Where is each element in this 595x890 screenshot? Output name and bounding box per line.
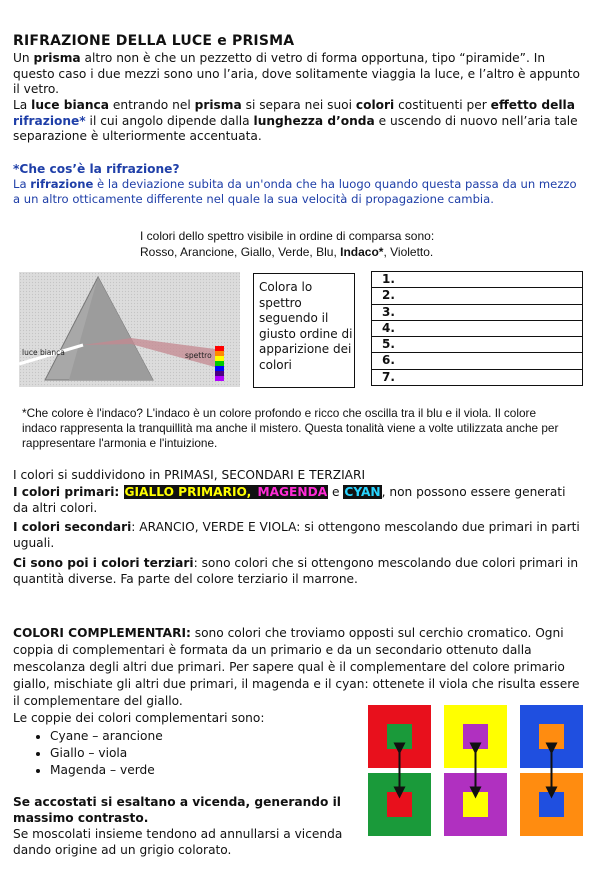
swatch-inner (387, 792, 412, 817)
spectrum-bar (215, 346, 224, 351)
exercise-instruction-box (253, 273, 355, 388)
spectrum-order (140, 228, 580, 260)
intro-paragraph-2: La luce bianca entrando nel prisma si separa nei suoi colori costituenti per effetto della rifrazione* il cui angolo dipende dalla lunghezza d’onda e uscendo di nuovo nell’aria tale separazione è ulteriormente accentuata. (13, 98, 578, 143)
pair-item: • Giallo – viola (50, 745, 163, 762)
contrast-bold: Se accostati si esaltano a vicenda, generando il massimo contrasto. (13, 795, 341, 825)
prism-label-out: spettro (185, 351, 212, 360)
exercise-row-7[interactable]: 7. (382, 369, 395, 384)
swatch-inner (463, 792, 488, 817)
spectrum-bar (215, 371, 224, 376)
colors-intro: I colori si suddividono in PRIMASI, SECONDARI E TERZIARI (13, 468, 366, 482)
primary-cyan: CYAN (344, 485, 381, 499)
tertiary-colors: Ci sono poi i colori terziari: sono colori che si ottengono mescolando due colori primari in quantità diverse. Fa parte del colore terziario il marrone. (13, 556, 579, 586)
page-title: RIFRAZIONE DELLA LUCE e PRISMA (13, 33, 295, 49)
pairs-intro: Le coppie dei colori complementari sono: (13, 711, 265, 725)
primary-yellow: GIALLO PRIMARIO, (124, 485, 256, 499)
indaco-note: *Che colore è l'indaco? L'indaco è un colore profondo e ricco che oscilla tra il blu e il viola. Il colore indaco rappresenta la tranquillità ma anche il mistero. Questa tonalità viene a volte utilizzata anche per rappresentare l'armonia e l'intuizione. (22, 406, 559, 450)
refraction-question: *Che cos’è la rifrazione? (13, 162, 180, 176)
complementary-swatches (368, 700, 583, 870)
exercise-row-2[interactable]: 2. (372, 288, 582, 304)
pair-item: • Cyane – arancione (50, 728, 163, 745)
exercise-instruction: Colora lo spettro seguendo il giusto ordine di apparizione dei colori (259, 280, 353, 372)
primary-colors: I colori primari: GIALLO PRIMARIO, MAGENDA e CYAN, non possono essere generati da altri colori. (13, 485, 566, 515)
complementary-text: COLORI COMPLEMENTARI: sono colori che troviamo opposti sul cerchio cromatico. Ogni coppia di complementari è formata da un primario e da un secondario ottenuto dalla mescolanza degli altri due primari. Per sapere qual è il complementare del colore primario giallo, mischiate gli altri due primari, il magenda e il cyan: ottenete il viola che risulta essere il complementare del giallo. (13, 626, 580, 708)
exercise-row-4[interactable]: 4. (372, 321, 582, 337)
prism-label-in: luce bianca (22, 348, 65, 357)
primary-magenta: MAGENDA (257, 485, 328, 499)
secondary-colors: I colori secondari: ARANCIO, VERDE E VIOLA: si ottengono mescolando due primari in parti uguali. (13, 520, 580, 550)
pairs-list (30, 728, 163, 779)
spectrum-bar (215, 356, 224, 361)
spectrum-bar (215, 366, 224, 371)
exercise-row-3[interactable]: 3. (372, 305, 582, 321)
spectrum-order-line-1: I colori dello spettro visibile in ordine di comparsa sono: (140, 229, 435, 243)
refraction-definition: La rifrazione è la deviazione subita da un'onda che ha luogo quando questa passa da un mezzo a un altro otticamente differente nel quale la sua velocità di propagazione cambia. (13, 177, 577, 206)
exercise-row-5[interactable]: 5. (372, 337, 582, 353)
spectrum-bars (215, 346, 224, 381)
swatch-inner (539, 724, 564, 749)
spectrum-bar (215, 361, 224, 366)
contrast-text: Se moscolati insieme tendono ad annullarsi a vicenda dando origine ad un grigio colorato. (13, 827, 343, 857)
exercise-row-6[interactable]: 6. (372, 353, 582, 369)
prism-image (19, 272, 240, 387)
spectrum-order-line-2: Rosso, Arancione, Giallo, Verde, Blu, Indaco*, Violetto. (140, 245, 434, 259)
swatch-inner (539, 792, 564, 817)
swatch-inner (387, 724, 412, 749)
spectrum-bar (215, 351, 224, 356)
pair-item: • Magenda – verde (50, 762, 163, 779)
spectrum-bar (215, 376, 224, 381)
intro-paragraph-1: Un prisma altro non è che un pezzetto di vetro di forma opportuna, tipo “piramide”. In questo caso i due mezzi sono uno l’aria, dove solitamente viaggia la luce, e l’altro è appunto il vetro. (13, 51, 581, 96)
swatch-inner (463, 724, 488, 749)
exercise-row-1[interactable]: 1. (372, 272, 582, 288)
exercise-table (371, 271, 583, 386)
